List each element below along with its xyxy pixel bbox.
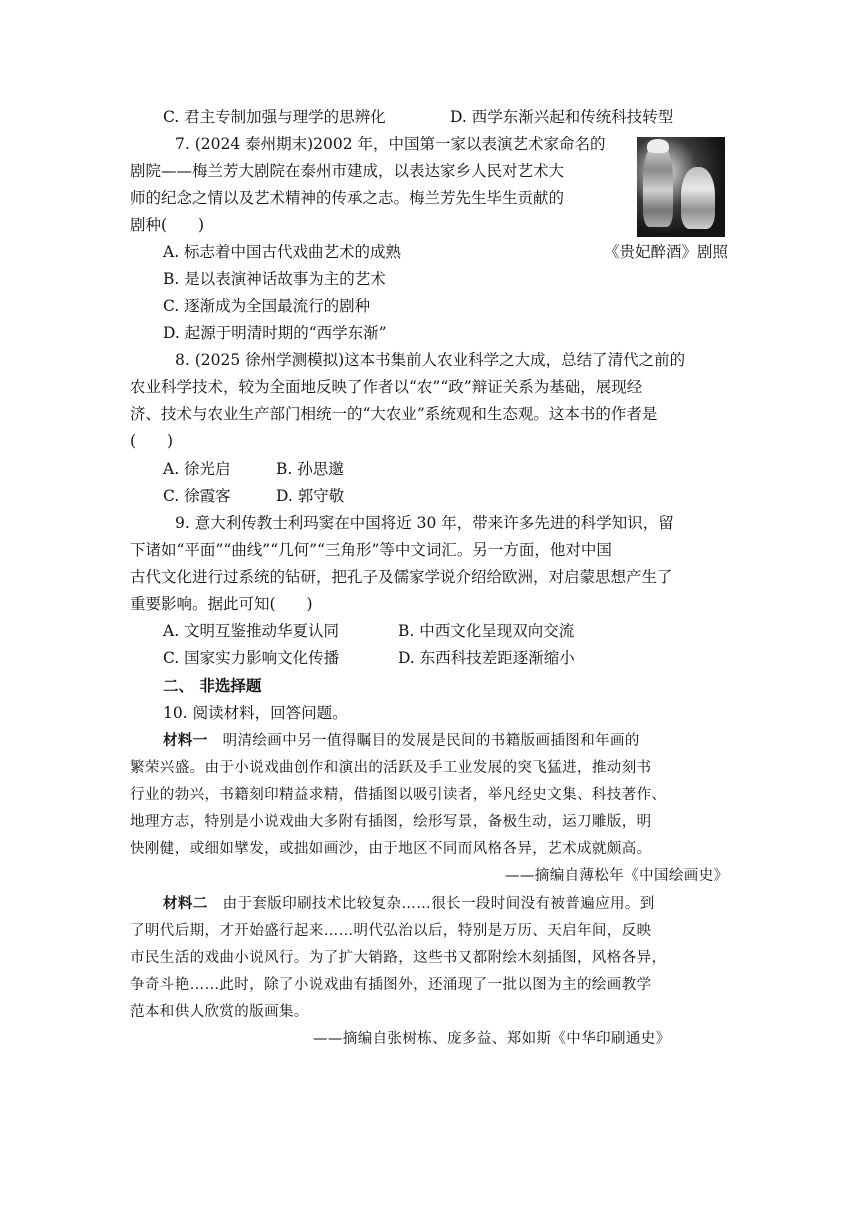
q8-option-d: D. 郭守敬	[276, 487, 345, 505]
q7-stem-line4: 剧种( )	[130, 216, 205, 234]
q7-option-c: C. 逐渐成为全国最流行的剧种	[163, 297, 371, 315]
q7-option-b: B. 是以表演神话故事为主的艺术	[163, 270, 386, 288]
q8-stem-line2: 农业科学技术，较为全面地反映了作者以“农”“政”辩证关系为基础，展现经	[130, 378, 643, 396]
material1-line1	[163, 731, 640, 751]
q6-option-c: C. 君主专制加强与理学的思辨化	[163, 108, 386, 126]
material1-line2: 繁荣兴盛。由于小说戏曲创作和演出的活跃及手工业发展的突飞猛进，推动刻书	[130, 760, 652, 776]
q8-option-c: C. 徐霞客	[163, 487, 231, 505]
section-heading: 二、 非选择题	[163, 676, 262, 695]
q7-stem-line1: 7. (2024 泰州期末)2002 年，中国第一家以表演艺术家命名的	[175, 135, 606, 153]
q7-stem-line3: 师的纪念之情以及艺术精神的传承之志。梅兰芳先生毕生贡献的	[130, 189, 565, 207]
q10-stem: 10. 阅读材料，回答问题。	[163, 704, 348, 722]
q9-stem-line2: 下诸如“平面”“曲线”“几何”“三角形”等中文词汇。另一方面，他对中国	[130, 541, 612, 559]
q9-option-d: D. 东西科技差距逐渐缩小	[398, 649, 575, 667]
material2-line2: 了明代后期，才开始盛行起来……明代弘治以后，特别是万历、天启年间，反映	[130, 923, 652, 939]
q8-option-b: B. 孙思邈	[276, 460, 344, 478]
q9-stem-line4: 重要影响。据此可知( )	[130, 595, 313, 613]
material2-line4: 争奇斗艳……此时，除了小说戏曲有插图外，还涌现了一批以图为主的绘画教学	[130, 977, 652, 993]
material1-line5: 快刚健，或细如擘发，或拙如画沙，由于地区不同而风格各异，艺术成就颇高。	[130, 841, 652, 857]
material1-line3: 行业的勃兴，书籍刻印精益求精，借插图以吸引读者，举凡经史文集、科技著作、	[130, 787, 667, 803]
material2-line5: 范本和供人欣赏的版画集。	[130, 1004, 309, 1020]
guifei-zuijiu-photo	[637, 137, 725, 237]
q9-option-c: C. 国家实力影响文化传播	[163, 649, 340, 667]
photo-caption: 《贵妃醉酒》剧照	[604, 243, 729, 261]
material2-line1-text: 由于套版印刷技术比较复杂……很长一段时间没有被普遍应用。到	[207, 896, 655, 912]
q9-option-b: B. 中西文化呈现双向交流	[398, 622, 575, 640]
q7-stem-line2: 剧院——梅兰芳大剧院在泰州市建成，以表达家乡人民对艺术大	[130, 162, 565, 180]
material1-source: ——摘编自薄松年《中国绘画史》	[505, 868, 729, 884]
material2-line3: 市民生活的戏曲小说风行。为了扩大销路，这些书又都附绘木刻插图，风格各异，	[130, 950, 667, 966]
material2-source: ——摘编自张树栋、庞多益、郑如斯《中华印刷通史》	[313, 1031, 671, 1047]
material2-label: 材料二	[163, 896, 208, 912]
q8-stem-line3: 济、技术与农业生产部门相统一的“大农业”系统观和生态观。这本书的作者是	[130, 405, 658, 423]
q6-option-d: D. 西学东渐兴起和传统科技转型	[450, 108, 674, 126]
q8-option-a: A. 徐光启	[163, 460, 231, 478]
material1-line1-text: 明清绘画中另一值得瞩目的发展是民间的书籍版画插图和年画的	[207, 733, 640, 749]
performer-headdress	[647, 139, 669, 153]
material2-line1	[163, 894, 655, 914]
q8-stem-line4: ( )	[130, 432, 174, 450]
material1-label: 材料一	[163, 733, 208, 749]
q9-stem-line1: 9. 意大利传教士利玛窦在中国将近 30 年，带来许多先进的科学知识，留	[175, 514, 674, 532]
q7-option-d: D. 起源于明清时期的“西学东渐”	[163, 324, 387, 342]
material1-line4: 地理方志，特别是小说戏曲大多附有插图，绘形写景，备极生动，运刀雕版，明	[130, 814, 652, 830]
q8-stem-line1: 8. (2025 徐州学测模拟)这本书集前人农业科学之大成，总结了清代之前的	[175, 351, 686, 369]
q7-option-a: A. 标志着中国古代戏曲艺术的成熟	[163, 243, 402, 261]
q9-stem-line3: 古代文化进行过系统的钻研，把孔子及儒家学说介绍给欧洲，对启蒙思想产生了	[130, 568, 673, 586]
performer-figure-right	[681, 167, 715, 229]
q9-option-a: A. 文明互鉴推动华夏认同	[163, 622, 340, 640]
performer-figure-left	[643, 145, 673, 227]
